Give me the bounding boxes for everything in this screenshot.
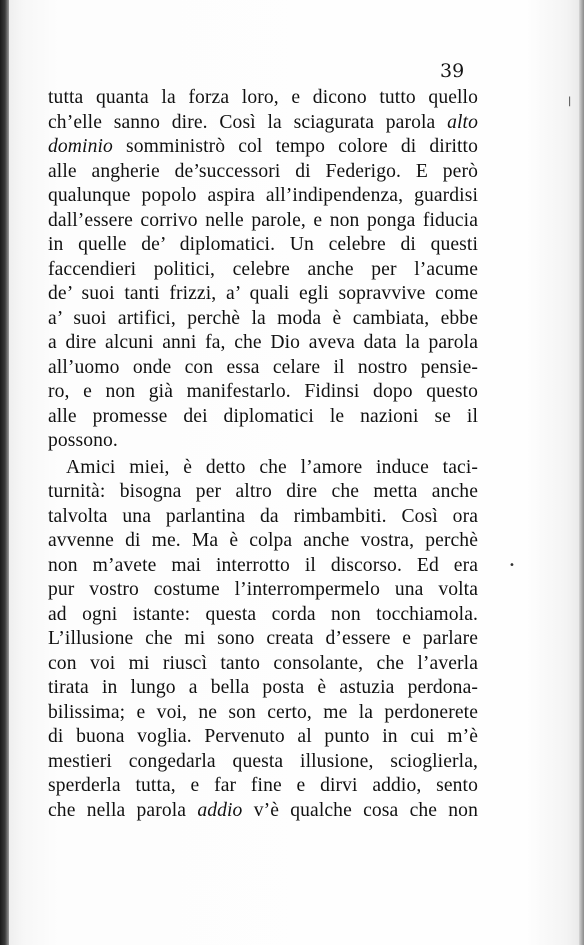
text-line: possono.: [48, 430, 118, 451]
text-line: sperderla tutta, e far fine e dirvi addio, sento: [48, 775, 478, 796]
text-line: bilissima; e voi, ne son certo, me la perdonerete: [48, 701, 478, 723]
text-line: turnità: bisogna per altro dire che metta anche: [48, 481, 478, 502]
text-line: alle angherie de’successori di Federigo. E però: [48, 160, 478, 182]
text-line: ch’elle sanno dire. Così la sciagurata parola alto: [48, 111, 478, 133]
text-line: qualunque popolo aspira all’indipendenza, guardisi: [48, 185, 478, 206]
text-line: a’ suoi artifici, perchè la moda è cambiata, ebbe: [48, 307, 478, 329]
text-line: tutta quanta la forza loro, e dicono tutto quello: [48, 87, 478, 108]
text-line: all’uomo onde con essa celare il nostro pensie-: [48, 356, 478, 378]
margin-speck: •: [509, 560, 515, 571]
text-line: de’ suoi tanti frizzi, a’ quali egli sopravvive come: [48, 283, 478, 304]
text-line: ro, e non già manifestarlo. Fidinsi dopo questo: [48, 381, 478, 402]
text-line: avvenne di me. Ma è colpa anche vostra, perchè: [48, 530, 478, 551]
margin-speck: |: [568, 96, 572, 107]
text-line: alle promesse dei diplomatici le nazioni se il: [48, 405, 478, 427]
text-line: a dire alcuni anni fa, che Dio aveva data la parola: [48, 332, 478, 353]
italic-term: alto: [447, 111, 478, 133]
text-line: mestieri congedarla questa illusione, scioglierla,: [48, 750, 478, 772]
text-line: tirata in lungo a bella posta è astuzia perdona-: [48, 677, 478, 698]
text-line: faccendieri politici, celebre anche per l’acume: [48, 258, 478, 280]
text-line: in quelle de’ diplomatici. Un celebre di questi: [48, 234, 478, 255]
italic-term: addio: [197, 799, 243, 821]
text-line: talvolta una parlantina da rimbambiti. Così ora: [48, 505, 478, 527]
body-text: [48, 86, 478, 823]
italic-term: dominio: [48, 136, 113, 157]
page-edge-shadow: [579, 0, 584, 945]
text-line: che nella parola addio v’è qualche cosa che non: [48, 799, 478, 821]
text-line: non m’avete mai interrotto il discorso. Ed era: [48, 554, 478, 576]
page-binding-shadow: [0, 0, 9, 945]
text-line: ad ogni istante: questa corda non tocchiamola.: [48, 603, 478, 625]
text-line: L’illusione che mi sono creata d’essere e parlare: [48, 628, 478, 649]
text-line: con voi mi riuscì tanto consolante, che l’averla: [48, 652, 478, 674]
text-line: di buona voglia. Pervenuto al punto in cui m’è: [48, 726, 478, 747]
text-line: Amici miei, è detto che l’amore induce taci-: [66, 456, 478, 478]
page-number: 39: [440, 60, 465, 82]
text-line: dominio somministrò col tempo colore di diritto: [48, 136, 478, 157]
text-line: pur vostro costume l’interrompermelo una volta: [48, 579, 478, 600]
text-line: dall’essere corrivo nelle parole, e non ponga fiducia: [48, 209, 478, 231]
